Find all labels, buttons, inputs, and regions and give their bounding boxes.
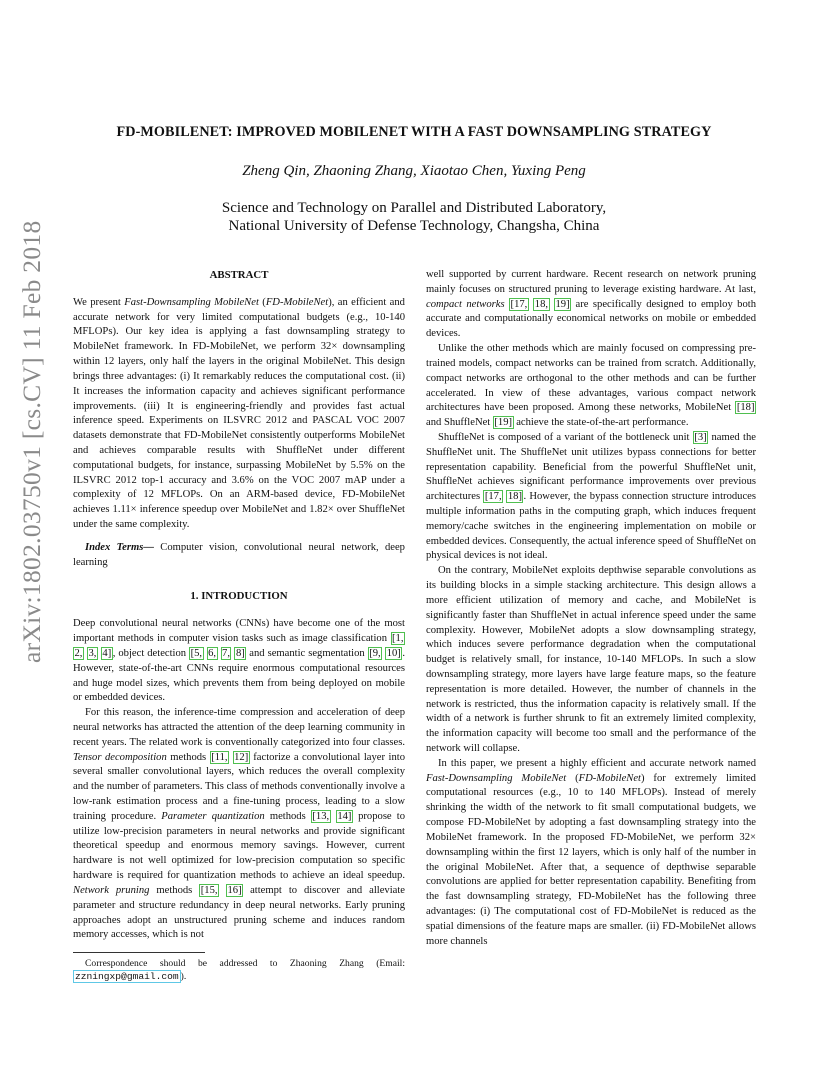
left-column [73, 268, 405, 943]
email-link[interactable]: zzningxp@gmail.com [75, 971, 179, 982]
citation-link[interactable]: 18, [534, 298, 549, 310]
abstract-heading: ABSTRACT [209, 269, 269, 281]
citation-link[interactable]: 2, [74, 647, 83, 659]
index-terms: Index Terms— Computer vision, convolutional neural network, deep learning [73, 541, 405, 568]
citation-link[interactable]: 12] [234, 751, 249, 763]
citation-link[interactable]: 10] [386, 647, 401, 659]
abstract-body: We present Fast-Downsampling MobileNet (FD-MobileNet), an efficient and accurate network for very limited computational budgets (e.g., 10-140 MFLOPs). Our key idea is applying a fast downsampling strategy to MobileNet framework. In FD-MobileNet, we perform 32× downsampling within 12 layers, only half the layers in the original MobileNet. This design brings three advantages: (i) It remarkably reduces the computational cost. (ii) It increases the information capacity and achieves significant performance improvements. (iii) It is engineering-friendly and provides fast actual inference speed. Experiments on ILSVRC 2012 and PASCAL VOC 2007 datasets demonstrate that FD-MobileNet consistently outperforms MobileNet and achieves comparable results with ShuffleNet under different computational budgets, for instance, surpassing MobileNet by 5.5% on the ILSVRC 2012 top-1 accuracy and 3.6% on the VOC 2007 mAP under a complexity of 12 MFLOPs. On an ARM-based device, FD-MobileNet achieves 1.11× inference speedup over MobileNet and 1.82× over ShuffleNet under the same complexity. [73, 296, 405, 530]
citation-link[interactable]: [11, [211, 751, 228, 763]
citation-link[interactable]: 7, [222, 647, 230, 659]
citation-link[interactable]: [18] [736, 402, 755, 414]
citation-link[interactable]: [17, [484, 491, 502, 503]
citation-link[interactable]: [17, [510, 298, 528, 310]
arxiv-sidebar-stamp: arXiv:1802.03750v1 [cs.CV] 11 Feb 2018 [17, 220, 46, 663]
right-paragraph-1: well supported by current hardware. Recent research on network pruning mainly focuses on structured pruning to leverage existing hardware. At last, compact networks [17, 18, 19] are specifically designed to employ both accurate and computationally economical networks on mobile or embedded devices. [426, 269, 757, 340]
paper-authors: Zheng Qin, Zhaoning Zhang, Xiaotao Chen, Yuxing Peng [242, 163, 586, 179]
paper-title: FD-MOBILENET: IMPROVED MOBILENET WITH A FAST DOWNSAMPLING STRATEGY [116, 124, 712, 140]
affiliation-line-2: National University of Defense Technology, Changsha, China [228, 218, 600, 234]
paper-affiliation [40, 199, 788, 235]
right-column [426, 268, 756, 949]
citation-link[interactable]: [1, [392, 633, 404, 645]
citation-link[interactable]: 19] [555, 298, 570, 310]
right-paragraph-5: In this paper, we present a highly efficient and accurate network named Fast-Downsampling MobileNet (FD-MobileNet) for extremely limited computational resources (e.g., 10 to 140 MFLOPs). Instead of merely shrinking the width of the network to fit small computational budgets, we compose FD-MobileNet by adopting a fast downsampling strategy into the MobileNet framework. In the proposed FD-MobileNet, we perform 32× downsampling within the first 12 layers, which is only half of the number in the original MobileNet. After that, a sequence of depthwise separable convolutions are applied for better representation capability. Benefiting from the fast downsampling strategy, FD-MobileNet has the following three advantages: (i) The computational cost of FD-MobileNet is reduced as the spatial dimensions of the feature maps are smaller. (ii) FD-MobileNet allows more channels [426, 757, 756, 947]
citation-link[interactable]: [19] [494, 417, 513, 429]
right-paragraph-2: Unlike the other methods which are mainly focused on compressing pre-trained models, compact networks can be trained from scratch. Additionally, compact networks are orthogonal to the other methods and can be further accelerated. In view of these advantages, various compact network architectures have been proposed. Among these networks, MobileNet [18] and ShuffleNet [19] achieve the state-of-the-art performance. [426, 343, 756, 429]
intro-paragraph-2: For this reason, the inference-time compression and acceleration of deep neural networks has attracted the attention of the deep learning community in recent years. The related work is conventionally categorized into four classes. Tensor decomposition methods [11, 12] factorize a convolutional layer into several smaller convolutional layers, which reduces the overall complexity and the number of parameters. This class of methods conventionally involve a low-rank estimation process and a fine-tuning process, leading to a slow training procedure. Parameter quantization methods [13, 14] propose to utilize low-precision parameters in neural networks and provide significant theoretical speedup and enormous memory savings. However, current hardware is not well optimized for low-precision computation so specific hardware is required for quantization methods to achieve an ideal speedup. Network pruning methods [15, 16] attempt to discover and alleviate parameter and structure redundancy in deep neural networks. Early pruning approaches adopt an unstructured pruning scheme and induces random memory accesses, which is not [73, 707, 406, 941]
intro-heading: 1. INTRODUCTION [190, 590, 288, 603]
intro-paragraph-1: Deep convolutional neural networks (CNNs) have become one of the most important methods in computer vision tasks such as image classification [1, 2, 3, 4] , object detection [5, 6, 7, 8] and semantic segmentation [9, 10] . However, state-of-the-art CNNs require enormous computational resources and huge model sizes, which prevents them from being deployed on mobile or embedded devices. [73, 618, 405, 704]
citation-link[interactable]: 6, [208, 647, 217, 659]
citation-link[interactable]: [15, [200, 884, 218, 896]
citation-link[interactable]: 3, [88, 647, 97, 659]
citation-link[interactable]: [9, [369, 647, 381, 659]
citation-link[interactable]: [3] [694, 431, 707, 443]
right-paragraph-4: On the contrary, MobileNet exploits depthwise separable convolutions as its building blocks in a simple stacking architecture. This design allows a more efficient utilization of memory and cache, and MobileNet is significantly faster than ShuffleNet in actual inference speed under the same complexity. However, MobileNet adopts a slow downsampling strategy, which induces severe performance degradation when the computational budget is relatively small, for instance, 10-140 MFLOPs. In such a slow downsampling strategy, more layers have large feature maps, so the feature representation is more detailed. However, the number of channels in the network is restricted, thus the information capacity is relatively small. If the width of a network is further shrunk to fit an extremely limited complexity, the information capacity will become too small and the performance of the network will collapse. [426, 565, 756, 754]
citation-link[interactable]: [5, [190, 647, 203, 659]
citation-link[interactable]: 8] [235, 647, 245, 659]
affiliation-line-1: Science and Technology on Parallel and Distributed Laboratory, [221, 200, 607, 216]
citation-link[interactable]: 16] [227, 884, 242, 896]
footnote-rule [73, 952, 205, 953]
footnote: Correspondence should be addressed to Zhaoning Zhang (Email: zzningxp@gmail.com ). [75, 958, 405, 982]
citation-link[interactable]: 4] [102, 647, 112, 659]
citation-link[interactable]: 14] [337, 810, 352, 822]
citation-link[interactable]: [13, [312, 810, 330, 822]
citation-link[interactable]: 18] [507, 491, 522, 503]
right-paragraph-3: ShuffleNet is composed of a variant of the bottleneck unit [3] named the ShuffleNet unit. The ShuffleNet unit utilizes bypass connections for better representation capability. Beneficial from the powerful ShuffleNet unit, ShuffleNet achieves significant performance improvements over previous architectures [17, 18] . However, the bypass connection structure introduces multiple information paths in the computing graph, which induces frequent memory/cache switches in the engineering implementation on mobile or embedded devices. Consequently, the actual inference speed of ShuffleNet on physical devices is not ideal. [426, 431, 756, 562]
